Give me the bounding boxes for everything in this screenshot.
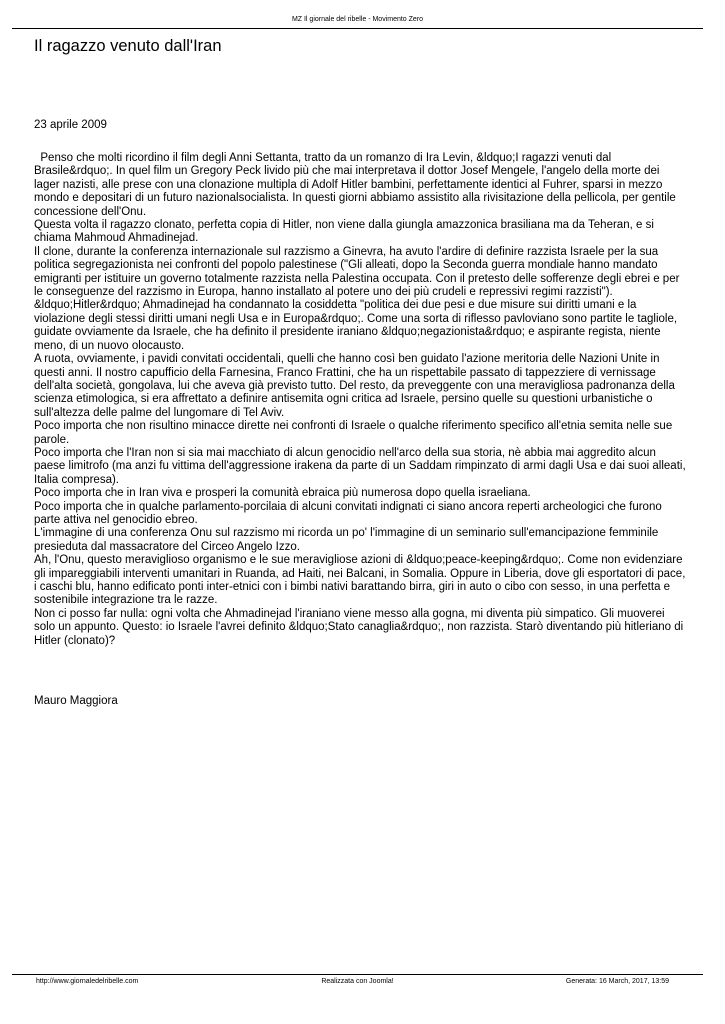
article-paragraph: Il clone, durante la conferenza internazionale sul razzismo a Ginevra, ha avuto l'ardire di definire razzista Israele per la sua politica segregazionista nei confronti del popolo palestinese ("Gli alleati, dopo la Seconda guerra mondiale hanno mandato emigranti per istituire un governo totalmente razzista nella Palestina occupata. Con il pretesto delle sofferenze degli ebrei e per le conseguenze del razzismo in Europa, hanno installato al potere uno dei più crudeli e repressivi regimi razzisti"). xyxy=(34,245,680,299)
article-paragraph: &ldquo;Hitler&rdquo; Ahmadinejad ha condannato la cosiddetta "politica dei due pesi e due misure sui diritti umani e la violazione degli stessi diritti umani negli Usa e in Europa&rdquo;. Come una sorta di riflesso pavloviano sono partite le tagliole, guidate ovviamente da Israele, che ha definito il presidente iraniano &ldquo;negazionista&rdquo; e aspirante regista, niente meno, di un nuovo olocausto. xyxy=(34,299,678,352)
article-paragraph: Questa volta il ragazzo clonato, perfetta copia di Hitler, non viene dalla giungla amazzonica brasiliana ma da Teheran, e si chiama Mahmoud Ahmadinejad. xyxy=(34,219,654,245)
page-footer xyxy=(12,974,703,989)
article-paragraph: Poco importa che non risultino minacce dirette nei confronti di Israele o qualche riferimento specifico all'etnia semita nelle sue parole. xyxy=(34,420,673,446)
article-paragraph: L'immagine di una conferenza Onu sul razzismo mi ricorda un po' l'immagine di un seminario sull'emancipazione femminile presieduta dal massacratore del Circeo Angelo Izzo. xyxy=(34,527,659,553)
article-paragraph: Poco importa che l'Iran non si sia mai macchiato di alcun genocidio nell'arco della sua storia, nè abbia mai aggredito alcun paese limitrofo (ma anzi fu vittima dell'aggressione irakena da parte di un Saddam rimpinzato di armi dagli Usa e dai suoi alleati, Italia compresa). xyxy=(34,446,686,486)
article-title: Il ragazzo venuto dall'Iran xyxy=(34,37,222,55)
article-body xyxy=(34,152,686,648)
article-date: 23 aprile 2009 xyxy=(34,119,107,131)
article-paragraph: Poco importa che in qualche parlamento-porcilaia di alcuni convitati indignati ci siano ancora reperti archeologici che furono parte attiva nel genocidio ebreo. xyxy=(34,500,662,526)
article-paragraph: Poco importa che in Iran viva e prosperi la comunità ebraica più numerosa dopo quella israeliana. xyxy=(34,487,531,500)
page-header xyxy=(12,14,703,29)
article-paragraph: A ruota, ovviamente, i pavidi convitati occidentali, quelli che hanno così ben guidato l'azione meritoria delle Nazioni Unite in questi anni. Il nostro capufficio della Farnesina, Franco Frattini, che ha un rispettabile passato di tappezziere di vernissage dell'alta società, gongolava, lui che aveva già previsto tutto. Del resto, da preveggente con una meravigliosa padronanza della scienza etimologica, si era affrettato a definire antisemita ogni critica ad Israele, persino quelle su questioni urbanistiche o sull'altezza delle palme del lungomare di Tel Aviv. xyxy=(34,353,675,419)
footer-cms-credit: Realizzata con Joomla! xyxy=(321,978,394,985)
footer-site-url[interactable]: http://www.giornaledelribelle.com xyxy=(36,978,139,985)
article-author: Mauro Maggiora xyxy=(34,695,118,707)
article-paragraph: Non ci posso far nulla: ogni volta che Ahmadinejad l'iraniano viene messo alla gogna, mi diventa più simpatico. Gli muoverei solo un appunto. Questo: io Israele l'avrei definito &ldquo;Stato canaglia&rdquo;, non razzista. Starò diventando più hitleriano di Hitler (clonato)? xyxy=(34,607,684,647)
article-paragraph: Penso che molti ricordino il film degli Anni Settanta, tratto da un romanzo di Ira Levin, &ldquo;I ragazzi venuti dal Brasile&rdquo;. In quel film un Gregory Peck livido più che mai interpretava il dottor Josef Mengele, l'angelo della morte dei lager nazisti, alle prese con una clonazione multipla di Adolf Hitler bambini, perfettamente identici al Fuhrer, sparsi in mezzo mondo e depositari di un futuro nazionalsocialista. In questi giorni abbiamo assistito alla rivisitazione della pellicola, per gentile concessione dell'Onu. xyxy=(34,152,680,218)
footer-generated-date: Generata: 16 March, 2017, 13:59 xyxy=(565,978,669,985)
article-paragraph: Ah, l'Onu, questo meraviglioso organismo e le sue meravigliose azioni di &ldquo;peace-keeping&rdquo;. Come non evidenziare gli impareggiabili interventi umanitari in Ruanda, ad Haiti, nei Balcani, in Somalia. Oppure in Liberia, dove gli esportatori di pace, i caschi blu, hanno edificato ponti inter-etnici con i bimbi nativi barattando birra, giri in auto o cibo con sesso, in una perfetta e sostenibile integrazione tra le razze. xyxy=(34,554,686,607)
site-title: MZ Il giornale del ribelle - Movimento Zero xyxy=(291,16,424,23)
